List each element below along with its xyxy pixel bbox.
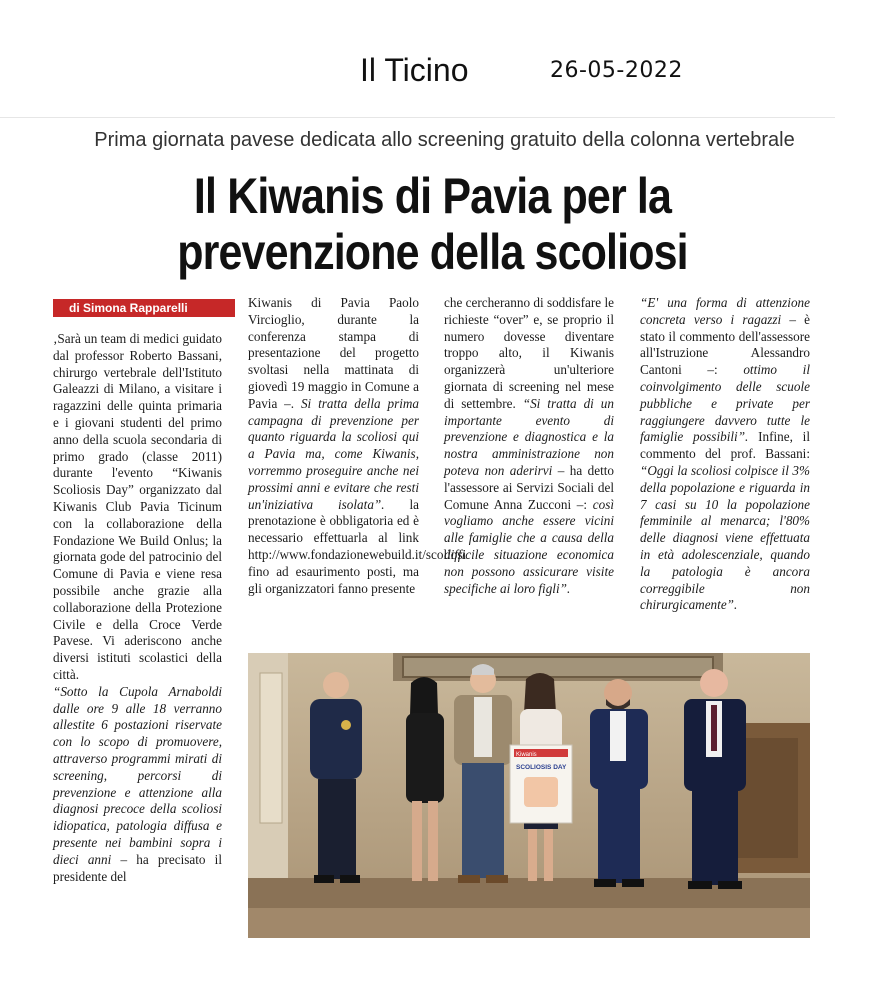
article-column-3 bbox=[444, 295, 614, 597]
poster-title: SCOLIOSIS DAY bbox=[516, 764, 567, 771]
col4-paragraph bbox=[640, 295, 810, 614]
article-column-4 bbox=[640, 295, 810, 614]
col3-text-2: – ha detto l'assessore ai Servizi Sociali del Comune Anna Zucconi –: bbox=[444, 462, 614, 512]
article-column-2 bbox=[248, 295, 467, 597]
col2-paragraph bbox=[248, 295, 467, 597]
col3-quote-1: “Si tratta di un importante evento di prevenzione e diagnostica e la nostra amministrazione non poteva non aderirvi bbox=[444, 395, 614, 478]
headline-line-1: Il Kiwanis di Pavia per la bbox=[193, 168, 672, 224]
publication-header bbox=[0, 0, 835, 118]
col3-text-1: che cercheranno di soddisfare le richieste “over” e, se proprio il numero dovesse diventare troppo alto, il Kiwanis organizzerà un'ulteriore giornata di screening nel mese di settembre. bbox=[444, 295, 614, 411]
group-photo-illustration bbox=[248, 653, 810, 938]
col2-text-1: Kiwanis di Pavia Paolo Vircioglio, durante la conferenza stampa di presentazione del progetto svoltasi nella mattinata di giovedì 19 maggio in Comune a Pavia –. bbox=[248, 295, 419, 411]
byline: di Simona Rapparelli bbox=[53, 299, 235, 317]
person-6 bbox=[684, 669, 746, 889]
col1-paragraph-1: ‚Sarà un team di medici guidato dal professor Roberto Bassani, chirurgo vertebrale dell'Istituto Galeazzi di Milano, a visitare i ragazzini delle quinta primaria e i giovani studenti del primo anno della scuola secondaria di primo grado (classe 2011) durante l'evento “Kiwanis Scoliosis Day” organizzato dal Kiwanis Club Pavia Ticinum con la collaborazione della Fondazione We Build Onlus; la giornata gode del patrocinio del Comune di Pavia e viene resa possibile anche grazie alla collaborazione della Protezione Civile e della Croce Verde Pavese. Vi aderiscono anche diversi istituti scolastici della città. bbox=[53, 331, 222, 682]
publication-date: 26-05-2022 bbox=[550, 58, 683, 83]
col2-quote: Si tratta della prima campagna di prevenzione per quanto riguarda la scoliosi qui a Pavia ma, come Kiwanis, vorremmo proseguire anche nei prossimi anni e evitare che resti un'iniziativa isolata”. bbox=[248, 395, 419, 512]
col1-quote: “Sotto la Cupola Arnaboldi dalle ore 9 alle 18 verranno allestite 6 postazioni riservate con lo scopo di promuovere, attraverso programmi mirati di screening, percorsi di prevenzione e attenzione alla diagnosi precoce della scoliosi idiopatica, patologia diffusa e presente nei bambini sopra i dieci anni bbox=[53, 683, 222, 867]
col1-tail: – ha precisato il presidente del bbox=[53, 851, 222, 884]
col3-paragraph bbox=[444, 295, 614, 597]
col1-paragraph-2 bbox=[53, 684, 222, 886]
col4-quote-3: “Oggi la scoliosi colpisce il 3% della popolazione e riguarda in 7 casi su 10 la popolazione femminile al menarca; l'80% delle diagnosi viene effettuata in età adolescenziale, quando la patologia è ancora correggibile non chirurgicamente”. bbox=[640, 462, 810, 613]
headline-line-2: prevenzione della scoliosi bbox=[177, 224, 688, 280]
article-column-1 bbox=[53, 331, 222, 885]
article-headline bbox=[61, 168, 805, 280]
col4-quote-2: ottimo il coinvolgimento delle scuole pubbliche e private per raggiungere davvero tutte le famiglie possibili”. bbox=[640, 362, 810, 445]
col4-text-2: Infine, il commento del prof. Bassani: bbox=[640, 429, 810, 462]
group-photo bbox=[248, 653, 810, 938]
poster-logo: Kiwanis bbox=[516, 752, 537, 758]
col2-text-2: la prenotazione è obbligatoria ed è necessario effettuarla al link http://www.fondazionewebuild.it/scoliosi fino ad esaurimento posti, ma gli organizzatori fanno presente bbox=[248, 496, 467, 596]
publication-name: Il Ticino bbox=[360, 52, 469, 88]
col4-text-1: – è stato il commento dell'assessore all'Istruzione Alessandro Cantoni –: bbox=[640, 311, 810, 378]
col4-quote-1: “E' una forma di attenzione concreta verso i ragazzi bbox=[640, 295, 810, 327]
person-5 bbox=[590, 679, 648, 887]
col3-quote-2: così vogliamo anche essere vicini alle famiglie che a causa della difficile situazione economica non possono assicurare visite specifiche ai loro figli”. bbox=[444, 496, 614, 596]
person-3 bbox=[454, 664, 512, 883]
article-kicker: Prima giornata pavese dedicata allo screening gratuito della colonna vertebrale bbox=[94, 129, 795, 151]
